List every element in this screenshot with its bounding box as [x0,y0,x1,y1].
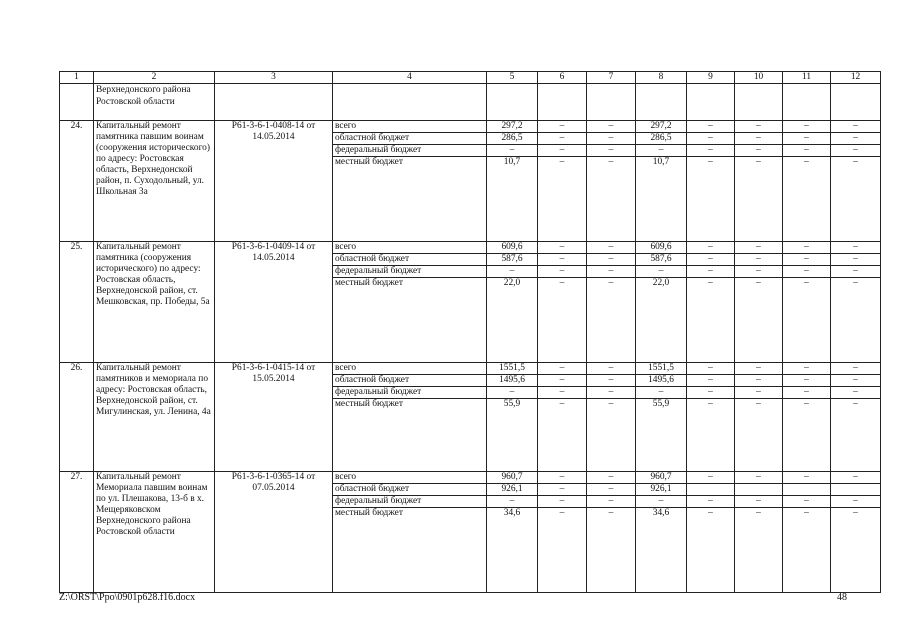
column-number: 2 [94,72,215,84]
value-cell: – [538,157,587,242]
value-cell: 926,1 [636,484,687,496]
funding-source: областной бюджет [333,375,487,387]
value-cell: – [587,266,636,278]
value-cell: – [831,242,881,254]
value-cell: 286,5 [487,133,538,145]
value-cell: – [687,242,735,254]
value-cell: 34,6 [636,508,687,593]
value-cell: – [735,387,783,399]
value-cell: – [783,472,831,484]
table-row [60,121,881,133]
value-cell: – [538,242,587,254]
funding-source: областной бюджет [333,254,487,266]
empty-cell [687,84,735,121]
value-cell: – [735,472,783,484]
funding-source: областной бюджет [333,484,487,496]
value-cell: – [783,266,831,278]
funding-source: местный бюджет [333,157,487,242]
value-cell: – [587,254,636,266]
value-cell: – [687,266,735,278]
value-cell: – [783,496,831,508]
column-number: 7 [587,72,636,84]
value-cell: – [735,375,783,387]
value-cell: – [783,278,831,363]
value-cell: – [636,496,687,508]
value-cell: – [783,387,831,399]
table-row [60,242,881,254]
empty-cell [487,84,538,121]
value-cell: – [783,399,831,472]
value-cell: – [487,496,538,508]
value-cell: – [538,266,587,278]
entry-number: 25. [60,242,94,363]
entry-description: Капитальный ремонт памятника (сооружения исторического) по адресу: Ростовская область, Верхнедонской район, ст. Мешковская, пр. Победы, 5а [94,242,215,363]
value-cell: 22,0 [636,278,687,363]
value-cell: – [735,266,783,278]
value-cell: – [831,145,881,157]
value-cell: – [587,133,636,145]
value-cell: 609,6 [636,242,687,254]
value-cell [831,484,881,496]
value-cell: – [538,387,587,399]
funding-source: всего [333,242,487,254]
value-cell: – [687,133,735,145]
value-cell: – [687,145,735,157]
value-cell: – [735,157,783,242]
value-cell: – [783,133,831,145]
value-cell: – [587,508,636,593]
empty-cell [831,84,881,121]
column-number: 8 [636,72,687,84]
value-cell: – [487,387,538,399]
value-cell: – [831,387,881,399]
funding-source: федеральный бюджет [333,266,487,278]
value-cell: – [783,242,831,254]
continuation-description: Верхнедонского района Ростовской области [94,84,215,121]
value-cell: – [587,157,636,242]
value-cell: – [687,278,735,363]
value-cell: – [587,484,636,496]
value-cell: – [636,145,687,157]
value-cell: – [687,254,735,266]
value-cell: – [831,121,881,133]
value-cell: 55,9 [636,399,687,472]
value-cell: – [687,387,735,399]
value-cell: – [735,242,783,254]
column-number: 6 [538,72,587,84]
empty-cell [538,84,587,121]
value-cell: – [831,266,881,278]
value-cell: – [687,508,735,593]
empty-cell [636,84,687,121]
value-cell: – [487,266,538,278]
value-cell: – [735,496,783,508]
column-number: 10 [735,72,783,84]
value-cell: – [783,157,831,242]
entry-description: Капитальный ремонт Мемориала павшим воинам по ул. Плешакова, 13-б в х. Мещеряковском Верхнедонского района Ростовской области [94,472,215,593]
value-cell: – [831,278,881,363]
value-cell: – [538,508,587,593]
entry-contract: Р61-3-6-1-0408-14 от 14.05.2014 [215,121,333,242]
value-cell: – [636,266,687,278]
value-cell: 22,0 [487,278,538,363]
value-cell [687,484,735,496]
column-number-row [60,72,881,84]
value-cell: – [783,363,831,375]
value-cell: 286,5 [636,133,687,145]
value-cell: – [687,363,735,375]
value-cell: – [587,375,636,387]
value-cell: – [538,496,587,508]
table-row [60,472,881,484]
value-cell: – [687,375,735,387]
value-cell: – [735,121,783,133]
column-number: 9 [687,72,735,84]
value-cell: – [538,363,587,375]
entry-number: 27. [60,472,94,593]
value-cell: – [831,157,881,242]
value-cell: – [587,121,636,133]
value-cell: – [587,472,636,484]
value-cell: – [687,157,735,242]
column-number: 12 [831,72,881,84]
value-cell: 1551,5 [487,363,538,375]
empty-cell [215,84,333,121]
funding-source: местный бюджет [333,508,487,593]
funding-source: областной бюджет [333,133,487,145]
funding-source: всего [333,121,487,133]
value-cell: – [587,363,636,375]
funding-source: федеральный бюджет [333,145,487,157]
value-cell: – [587,145,636,157]
funding-source: местный бюджет [333,278,487,363]
value-cell: – [538,121,587,133]
value-cell: 587,6 [636,254,687,266]
value-cell: 926,1 [487,484,538,496]
empty-cell [333,84,487,121]
column-number: 5 [487,72,538,84]
continuation-row [60,84,881,121]
value-cell: – [538,472,587,484]
footer-file-path: Z:\ORST\Ppo\0901p628.f16.docx [59,592,196,603]
empty-cell [783,84,831,121]
value-cell: – [538,254,587,266]
value-cell: – [831,133,881,145]
value-cell: – [735,254,783,266]
value-cell: – [735,278,783,363]
value-cell: – [831,254,881,266]
column-number: 3 [215,72,333,84]
value-cell: – [538,145,587,157]
column-number: 4 [333,72,487,84]
entry-contract: Р61-3-6-1-0415-14 от 15.05.2014 [215,363,333,472]
value-cell: – [587,278,636,363]
empty-cell [60,84,94,121]
value-cell: – [538,278,587,363]
budget-table [59,71,881,593]
column-number: 1 [60,72,94,84]
value-cell: 587,6 [487,254,538,266]
funding-source: федеральный бюджет [333,496,487,508]
entry-contract: Р61-3-6-1-0409-14 от 14.05.2014 [215,242,333,363]
value-cell: 1495,6 [487,375,538,387]
value-cell: 609,6 [487,242,538,254]
value-cell: – [735,133,783,145]
entry-contract: Р61-3-6-1-0365-14 от 07.05.2014 [215,472,333,593]
value-cell: 297,2 [636,121,687,133]
value-cell: – [831,496,881,508]
entry-description: Капитальный ремонт памятников и мемориала по адресу: Ростовская область, Верхнедонской район, ст. Мигулинская, ул. Ленина, 4а [94,363,215,472]
value-cell: – [538,133,587,145]
value-cell: – [735,508,783,593]
value-cell: – [831,508,881,593]
value-cell: – [735,399,783,472]
value-cell: – [783,508,831,593]
funding-source: федеральный бюджет [333,387,487,399]
funding-source: всего [333,472,487,484]
value-cell: – [831,375,881,387]
entry-number: 24. [60,121,94,242]
footer-page-number: 48 [837,592,847,603]
empty-cell [587,84,636,121]
value-cell: – [538,375,587,387]
value-cell: – [687,496,735,508]
value-cell: – [636,387,687,399]
empty-cell [735,84,783,121]
value-cell: 10,7 [636,157,687,242]
value-cell: 10,7 [487,157,538,242]
value-cell: – [538,399,587,472]
value-cell: 297,2 [487,121,538,133]
value-cell: – [587,242,636,254]
value-cell: 960,7 [636,472,687,484]
value-cell: – [687,399,735,472]
value-cell [735,484,783,496]
entry-description: Капитальный ремонт памятника павшим воинам (сооружения исторического) по адресу: Ростовская область, Верхнедонской район, п. Суходольный, ул. Школьная 3а [94,121,215,242]
value-cell [783,484,831,496]
value-cell: – [831,363,881,375]
value-cell: – [687,472,735,484]
value-cell: – [831,472,881,484]
value-cell: 1495,6 [636,375,687,387]
value-cell: – [735,145,783,157]
value-cell: – [783,254,831,266]
value-cell: 960,7 [487,472,538,484]
value-cell: 55,9 [487,399,538,472]
value-cell: 34,6 [487,508,538,593]
funding-source: всего [333,363,487,375]
entry-number: 26. [60,363,94,472]
value-cell: – [783,121,831,133]
value-cell: – [587,387,636,399]
value-cell: – [487,145,538,157]
value-cell: – [587,399,636,472]
value-cell: – [587,496,636,508]
value-cell: – [783,145,831,157]
value-cell: – [687,121,735,133]
value-cell: – [538,484,587,496]
value-cell: – [783,375,831,387]
funding-source: местный бюджет [333,399,487,472]
value-cell: – [831,399,881,472]
table-row [60,363,881,375]
value-cell: – [735,363,783,375]
column-number: 11 [783,72,831,84]
value-cell: 1551,5 [636,363,687,375]
